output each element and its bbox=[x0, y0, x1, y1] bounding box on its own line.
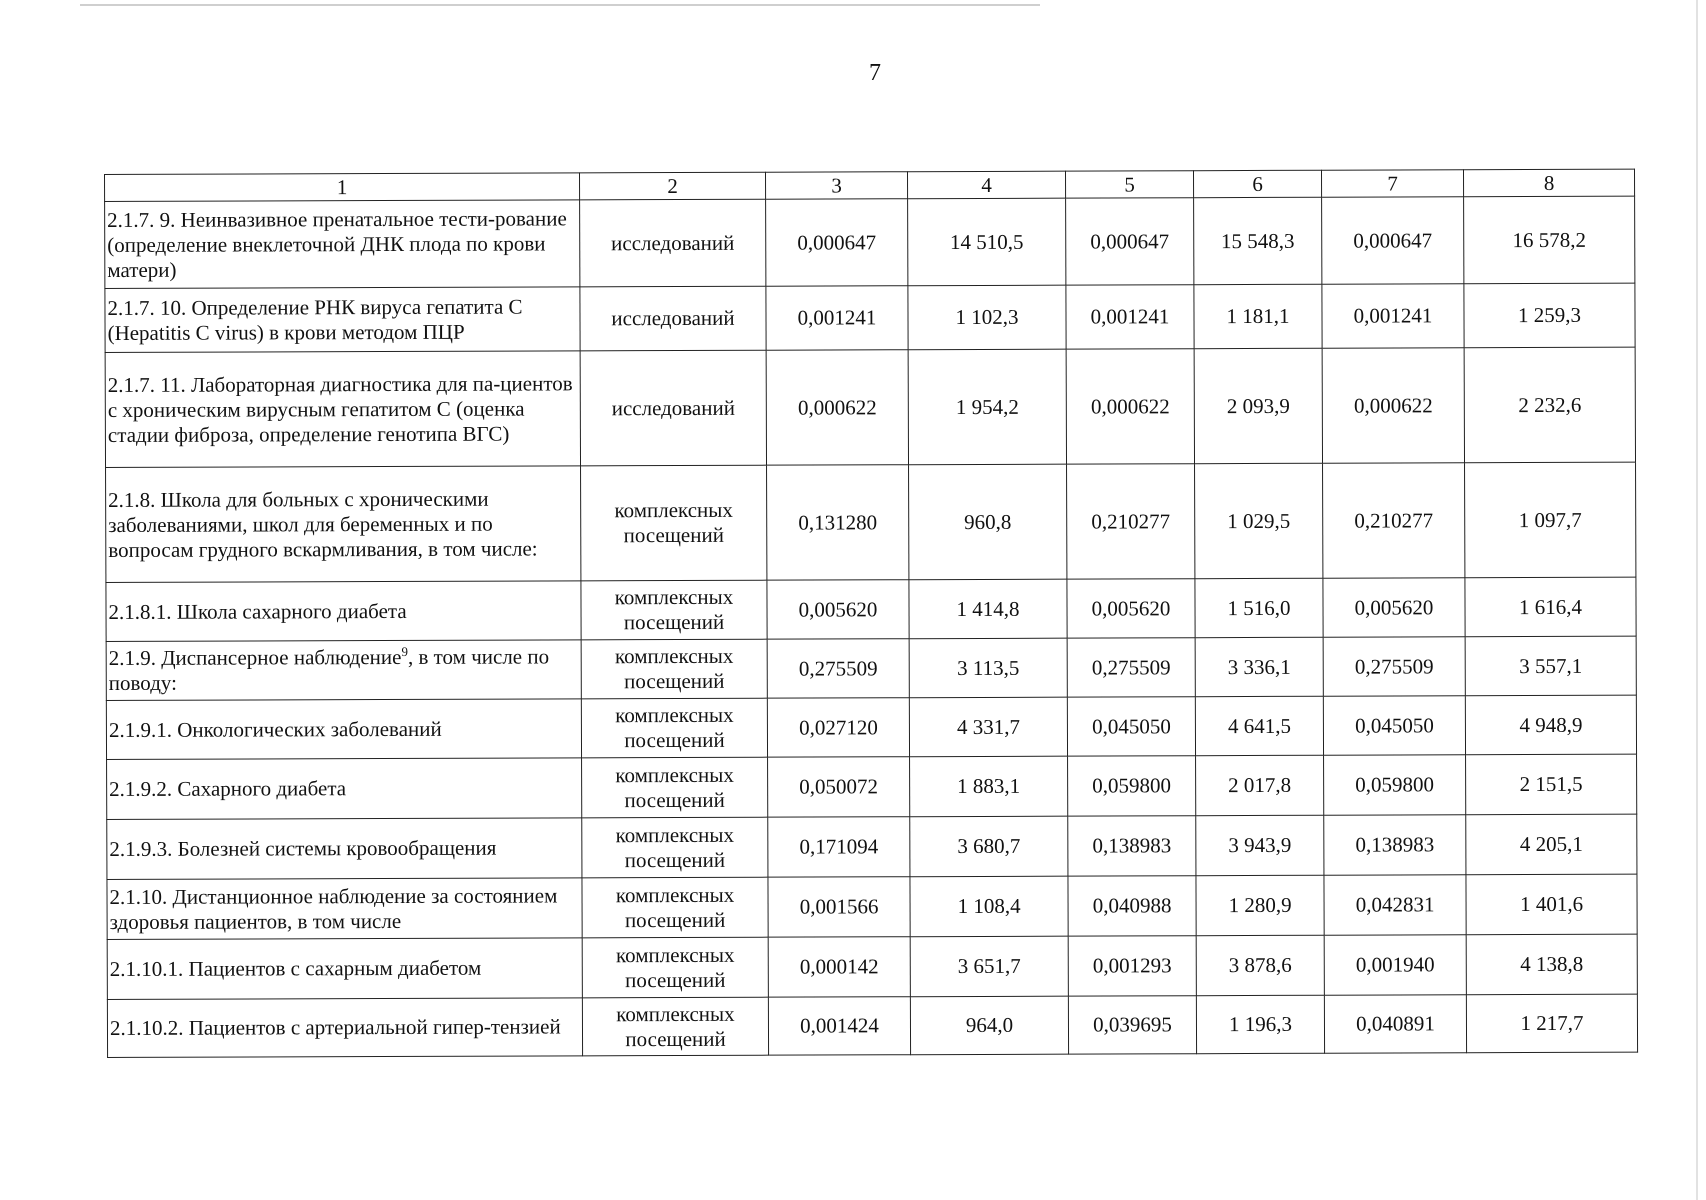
cell-value: 0,000622 bbox=[1322, 348, 1464, 463]
tariff-table bbox=[104, 169, 1638, 1058]
column-header: 6 bbox=[1193, 170, 1321, 197]
cell-value: 0,001293 bbox=[1068, 936, 1196, 996]
cell-value: 0,040988 bbox=[1068, 876, 1196, 936]
cell-value: 0,000622 bbox=[1066, 349, 1194, 464]
table-row bbox=[105, 283, 1635, 352]
cell-value: 1 954,2 bbox=[908, 349, 1066, 465]
cell-value: 0,000622 bbox=[766, 350, 908, 465]
cell-value: 960,8 bbox=[909, 464, 1067, 580]
cell-value: 0,000142 bbox=[768, 937, 910, 997]
cell-value: 0,001241 bbox=[766, 286, 908, 350]
cell-value: 3 943,9 bbox=[1196, 815, 1324, 875]
cell-value: 2 017,8 bbox=[1196, 755, 1324, 815]
column-header: 7 bbox=[1321, 170, 1463, 197]
cell-value: 2 232,6 bbox=[1464, 347, 1635, 463]
row-unit: комплексных посещений bbox=[582, 997, 768, 1056]
cell-value: 3 651,7 bbox=[910, 936, 1068, 997]
row-unit: комплексных посещений bbox=[581, 698, 767, 758]
cell-value: 0,131280 bbox=[767, 465, 909, 580]
cell-value: 1 616,4 bbox=[1465, 577, 1636, 637]
table-row bbox=[106, 462, 1636, 582]
scan-edge-line bbox=[80, 4, 1040, 6]
cell-value: 0,210277 bbox=[1323, 463, 1465, 578]
row-unit: комплексных посещений bbox=[581, 465, 767, 581]
table-row bbox=[105, 196, 1635, 288]
table-row bbox=[107, 994, 1637, 1057]
table-row bbox=[107, 874, 1637, 939]
table-row bbox=[106, 636, 1636, 700]
row-unit: исследований bbox=[580, 286, 766, 351]
cell-value: 0,000647 bbox=[766, 199, 908, 286]
cell-value: 2 151,5 bbox=[1466, 754, 1637, 815]
cell-value: 4 641,5 bbox=[1195, 696, 1323, 755]
column-header: 3 bbox=[765, 172, 907, 199]
cell-value: 3 557,1 bbox=[1465, 636, 1636, 696]
row-name: 2.1.9.3. Болезней системы кровообращения bbox=[107, 818, 582, 880]
row-name: 2.1.10.2. Пациентов с артериальной гипер-тензией bbox=[107, 998, 582, 1058]
scan-edge-line bbox=[1696, 0, 1698, 1200]
row-name: 2.1.7. 11. Лабораторная диагностика для па-циентов с хроническим вирусным гепатитом С (оценка стадии фиброза, определение генотипа ВГС) bbox=[105, 351, 580, 468]
cell-value: 0,210277 bbox=[1067, 464, 1195, 579]
cell-value: 4 331,7 bbox=[909, 697, 1067, 757]
cell-value: 1 280,9 bbox=[1196, 875, 1324, 935]
cell-value: 0,000647 bbox=[1322, 197, 1464, 284]
cell-value: 0,005620 bbox=[767, 580, 909, 639]
cell-value: 1 102,3 bbox=[908, 285, 1066, 350]
cell-value: 0,275509 bbox=[767, 639, 909, 698]
cell-value: 2 093,9 bbox=[1194, 348, 1322, 463]
row-name: 2.1.9.1. Онкологических заболеваний bbox=[106, 699, 581, 760]
row-unit: комплексных посещений bbox=[582, 937, 768, 998]
row-name: 2.1.10. Дистанционное наблюдение за состоянием здоровья пациентов, в том числе bbox=[107, 878, 582, 940]
cell-value: 1 516,0 bbox=[1195, 578, 1323, 637]
row-name: 2.1.8. Школа для больных с хроническими заболеваниями, школ для беременных и по вопросам грудного вскармливания, в том числе: bbox=[106, 466, 581, 583]
column-header: 1 bbox=[105, 173, 580, 202]
cell-value: 0,045050 bbox=[1323, 696, 1465, 755]
cell-value: 3 878,6 bbox=[1196, 935, 1324, 995]
cell-value: 0,001241 bbox=[1322, 284, 1464, 348]
cell-value: 1 414,8 bbox=[909, 579, 1067, 639]
cell-value: 0,138983 bbox=[1068, 816, 1196, 876]
cell-value: 0,050072 bbox=[768, 757, 910, 817]
cell-value: 1 259,3 bbox=[1464, 283, 1635, 348]
cell-value: 0,001940 bbox=[1324, 935, 1466, 995]
cell-value: 0,171094 bbox=[768, 817, 910, 877]
cell-value: 4 948,9 bbox=[1465, 695, 1636, 755]
cell-value: 16 578,2 bbox=[1464, 196, 1635, 284]
footnote-marker: 9 bbox=[401, 643, 408, 659]
row-unit: комплексных посещений bbox=[581, 639, 767, 699]
cell-value: 0,042831 bbox=[1324, 875, 1466, 935]
cell-value: 0,138983 bbox=[1324, 815, 1466, 875]
cell-value: 1 401,6 bbox=[1466, 874, 1637, 935]
cell-value: 0,045050 bbox=[1067, 697, 1195, 756]
cell-value: 0,027120 bbox=[767, 698, 909, 757]
cell-value: 964,0 bbox=[910, 996, 1068, 1055]
cell-value: 0,275509 bbox=[1323, 637, 1465, 696]
cell-value: 0,000647 bbox=[1066, 198, 1194, 285]
table-row bbox=[105, 347, 1635, 467]
cell-value: 0,039695 bbox=[1068, 996, 1196, 1054]
cell-value: 0,275509 bbox=[1067, 638, 1195, 697]
row-name-text: 2.1.9. Диспансерное наблюдение bbox=[108, 644, 402, 670]
cell-value: 0,001424 bbox=[768, 997, 910, 1055]
cell-value: 1 097,7 bbox=[1465, 462, 1636, 578]
row-name-text: , в том числе по поводу: bbox=[108, 644, 550, 695]
column-header: 8 bbox=[1463, 169, 1634, 197]
cell-value: 1 217,7 bbox=[1466, 994, 1637, 1053]
row-name: 2.1.10.1. Пациентов с сахарным диабетом bbox=[107, 938, 582, 1000]
row-name: 2.1.8.1. Школа сахарного диабета bbox=[106, 581, 581, 642]
cell-value: 1 196,3 bbox=[1196, 995, 1324, 1053]
cell-value: 15 548,3 bbox=[1194, 197, 1322, 284]
cell-value: 0,040891 bbox=[1324, 995, 1466, 1053]
row-unit: исследований bbox=[580, 350, 766, 466]
table-row bbox=[106, 577, 1636, 641]
cell-value: 3 113,5 bbox=[909, 638, 1067, 698]
cell-value: 0,005620 bbox=[1323, 578, 1465, 637]
row-name: 2.1.7. 10. Определение РНК вируса гепатита С (Hepatitis C virus) в крови методом ПЦР bbox=[105, 287, 580, 353]
cell-value: 1 029,5 bbox=[1195, 463, 1323, 578]
cell-value: 3 680,7 bbox=[910, 816, 1068, 877]
table-row bbox=[107, 754, 1637, 819]
table-row bbox=[106, 695, 1636, 759]
cell-value: 0,059800 bbox=[1324, 755, 1466, 815]
column-header: 4 bbox=[907, 171, 1065, 199]
cell-value: 1 883,1 bbox=[910, 756, 1068, 817]
table-row bbox=[107, 934, 1637, 999]
cell-value: 4 138,8 bbox=[1466, 934, 1637, 995]
column-header: 2 bbox=[579, 172, 765, 200]
row-name: 2.1.7. 9. Неинвазивное пренатальное тести-рование (определение внеклеточной ДНК плода по крови матери) bbox=[105, 200, 580, 289]
row-name: 2.1.9.2. Сахарного диабета bbox=[107, 758, 582, 820]
row-unit: комплексных посещений bbox=[582, 877, 768, 938]
page-number: 7 bbox=[869, 60, 881, 86]
column-header: 5 bbox=[1065, 171, 1193, 198]
cell-value: 1 108,4 bbox=[910, 876, 1068, 937]
row-unit: исследований bbox=[580, 199, 766, 287]
cell-value: 0,001241 bbox=[1066, 285, 1194, 349]
row-unit: комплексных посещений bbox=[582, 817, 768, 878]
cell-value: 4 205,1 bbox=[1466, 814, 1637, 875]
cell-value: 14 510,5 bbox=[908, 198, 1066, 286]
cell-value: 0,005620 bbox=[1067, 579, 1195, 638]
cell-value: 3 336,1 bbox=[1195, 637, 1323, 696]
row-unit: комплексных посещений bbox=[581, 580, 767, 640]
table-row bbox=[107, 814, 1637, 879]
row-name bbox=[106, 640, 581, 701]
cell-value: 1 181,1 bbox=[1194, 284, 1322, 348]
cell-value: 0,059800 bbox=[1068, 756, 1196, 816]
cell-value: 0,001566 bbox=[768, 877, 910, 937]
row-unit: комплексных посещений bbox=[582, 757, 768, 818]
